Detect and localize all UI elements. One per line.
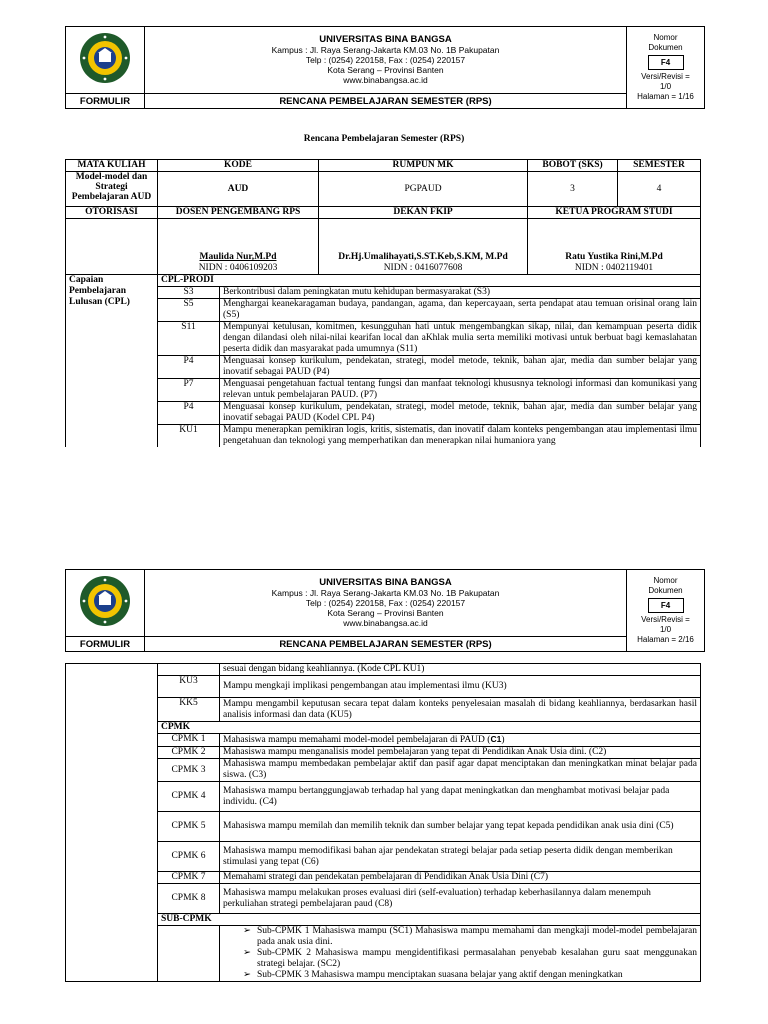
course-code: AUD [158,172,319,207]
page2-header [65,569,705,652]
subcpmk-list [220,926,701,982]
cpl-row: S11 Mempunyai ketulusan, komitmen, kesungguhan hati untuk mengembangkan sikap, nilai, dan kemampuan peserta didik dengan dilandasi oleh nilai-nilai kearifan local dan aKhlak mulia serta memiliki motivasi untuk berbuat bagi kemaslahatan peserta didik dan masyarakat pada umumnya (S11) [66,322,701,356]
arrow-bullet-icon: ➢ [243,970,251,980]
cpl-row: S5 Menghargai keanekaragaman budaya, pandangan, agama, dan kepercayaan, serta pendapat atau temuan orisinal orang lain (S5) [66,299,701,322]
cpl-row: KU3 Mampu mengkaji implikasi pengembangan atau implementasi ilmu (KU3) [66,676,701,698]
form-label: FORMULIR [66,637,145,652]
dosen-signature: Maulida Nur,M.Pd NIDN : 0406109203 [158,219,319,275]
doc-label: Nomor [653,576,678,585]
version-value: 1/0 [659,625,672,634]
col-header-rumpun: RUMPUN MK [319,160,528,172]
cpl-continuation: sesuai dengan bidang keahliannya. (Kode CPL KU1) [220,664,701,676]
cpmk-row: CPMK 8 Mahasiswa mampu melakukan proses evaluasi diri (self-evaluation) terhadap keberhasilannya dalam menempuh perkuliahan strategi pembelajaran paud (C8) [66,884,701,914]
col-header-otorisasi: OTORISASI [66,207,158,219]
cpl-label-continued [66,664,158,982]
cpmk-row: CPMK 4 Mahasiswa mampu bertanggungjawab terhadap hal yang dapat meningkatkan dan menghambat motivasi belajar pada individu. (C4) [66,782,701,812]
logo-cell [66,570,145,637]
cpl-row: P4 Menguasai konsep kurikulum, pendekatan, strategi, model metode, teknik, bahan ajar, media dan sumber belajar yang inovatif sebagai PAUD (P4) [66,356,701,379]
cpmk-row: CPMK 5 Mahasiswa mampu memilah dan memilih teknik dan sumber belajar yang tepat kepada pendidikan anak usia dini (C5) [66,812,701,842]
col-header-bobot: BOBOT (SKS) [528,160,618,172]
col-header-kode: KODE [158,160,319,172]
course-semester: 4 [618,172,701,207]
version-label: Versi/Revisi = [641,72,690,81]
document-meta [627,570,705,652]
subcpmk-item: ➢ Sub-CPMK 3 Mahasiswa mampu menciptakan suasana belajar yang aktif dengan meningkatkan [243,970,623,980]
logo-cell [66,27,145,94]
subcpmk-item: ➢ Sub-CPMK 2 Mahasiswa mampu mengidentifikasi permasalahan penyebab kesalahan guru saat menggunakan strategi belajar. (SC2) [243,948,697,969]
course-bobot: 3 [528,172,618,207]
cpmk-row: CPMK 3 Mahasiswa mampu membedakan pembelajar aktif dan pasif agar dapat menciptakan dan meningkatkan minat belajar pada siswa. (C3) [66,759,701,782]
course-rumpun: PGPAUD [319,172,528,207]
page-number: Halaman = 2/16 [637,635,694,644]
rps-table-page1 [65,159,701,447]
address-line: Telp : (0254) 220158, Fax : (0254) 220157 [305,598,466,608]
cpl-prodi-heading: CPL-PRODI [158,275,701,287]
rps-table-page2 [65,663,701,982]
address-line: Kampus : Jl. Raya Serang-Jakarta KM.03 No. 1B Pakupatan [271,45,500,55]
arrow-bullet-icon: ➢ [243,926,251,936]
subcpmk-item: ➢ Sub-CPMK 1 Mahasiswa mampu (SC1) Mahasiswa mampu memahami dan mengkaji model-model pembelajaran pada anak usia dini. [243,926,697,947]
col-header-dosen: DOSEN PENGEMBANG RPS [158,207,319,219]
otorisasi-empty [66,219,158,275]
university-logo [79,32,131,84]
cpl-row: KU1 Mampu menerapkan pemikiran logis, kritis, sistematis, dan inovatif dalam konteks pengembangan atau implementasi ilmu pengetahuan dan teknologi yang memperhatikan dan menerapkan nilai humaniora yang [66,425,701,448]
form-title: RENCANA PEMBELAJARAN SEMESTER (RPS) [145,637,627,652]
dekan-signature: Dr.Hj.Umalihayati,S.ST.Keb,S.KM, M.Pd NIDN : 0416077608 [319,219,528,275]
doc-label: Dokumen [648,43,683,52]
subcpmk-heading: SUB-CPMK [158,914,701,926]
doc-number: F4 [648,598,684,613]
address-line: Kota Serang – Provinsi Banten [327,65,444,75]
university-name: UNIVERSITAS BINA BANGSA [319,577,452,588]
form-title: RENCANA PEMBELAJARAN SEMESTER (RPS) [145,94,627,109]
version-label: Versi/Revisi = [641,615,690,624]
document-meta [627,27,705,109]
address-line: Kota Serang – Provinsi Banten [327,608,444,618]
course-name: Model-model dan Strategi Pembelajaran AUD [66,172,158,207]
cpmk-row: CPMK 7 Memahami strategi dan pendekatan pembelajaran di Pendidikan Anak Usia Dini (C7) [66,872,701,884]
university-info [145,570,627,637]
university-info [145,27,627,94]
col-header-dekan: DEKAN FKIP [319,207,528,219]
cpl-row: P4 Menguasai konsep kurikulum, pendekatan, strategi, model metode, teknik, bahan ajar, media dan sumber belajar yang inovatif sebagai PAUD (Kodel CPL P4) [66,402,701,425]
doc-number: F4 [648,55,684,70]
address-line: Telp : (0254) 220158, Fax : (0254) 220157 [305,55,466,65]
address-line: Kampus : Jl. Raya Serang-Jakarta KM.03 No. 1B Pakupatan [271,588,500,598]
cpmk-row: CPMK 1 Mahasiswa mampu memahami model-model pembelajaran di PAUD (C1) [66,734,701,747]
doc-label: Nomor [653,33,678,42]
page1-header [65,26,705,109]
cpl-row: KK5 Mampu mengambil keputusan secara tepat dalam konteks penyelesaian masalah di bidang keahliannya, berdasarkan hasil analisis informasi dan data (KU5) [66,698,701,722]
address-line: www.binabangsa.ac.id [343,75,428,85]
doc-label: Dokumen [648,586,683,595]
form-label: FORMULIR [66,94,145,109]
col-header-kaprodi: KETUA PROGRAM STUDI [528,207,701,219]
kaprodi-signature: Ratu Yustika Rini,M.Pd NIDN : 0402119401 [528,219,701,275]
cpl-row: P7 Menguasai pengetahuan factual tentang fungsi dan manfaat teknologi khususnya teknologi informasi dan komunikasi yang relevan untuk pembelajaran PAUD. (P7) [66,379,701,402]
cpl-row: S3 Berkontribusi dalam peningkatan mutu kehidupan bermasyarakat (S3) [66,287,701,299]
page-number: Halaman = 1/16 [637,92,694,101]
arrow-bullet-icon: ➢ [243,948,251,958]
cpmk-row: CPMK 6 Mahasiswa mampu memodifikasi bahan ajar pendekatan strategi belajar pada setiap peserta didik dengan memberikan stimulasi yang tepat (C6) [66,842,701,872]
version-value: 1/0 [659,82,672,91]
doc-title: Rencana Pembelajaran Semester (RPS) [303,134,465,144]
cpmk-row: CPMK 2 Mahasiswa mampu menganalisis model pembelajaran yang tepat di Pendidikan Anak Usia dini. (C2) [66,747,701,759]
col-header-semester: SEMESTER [618,160,701,172]
cpmk-heading: CPMK [158,722,701,734]
col-header-mk: MATA KULIAH [66,160,158,172]
address-line: www.binabangsa.ac.id [343,618,428,628]
university-name: UNIVERSITAS BINA BANGSA [319,34,452,45]
cpl-label: Capaian Pembelajaran Lulusan (CPL) [66,275,158,448]
university-logo [79,575,131,627]
